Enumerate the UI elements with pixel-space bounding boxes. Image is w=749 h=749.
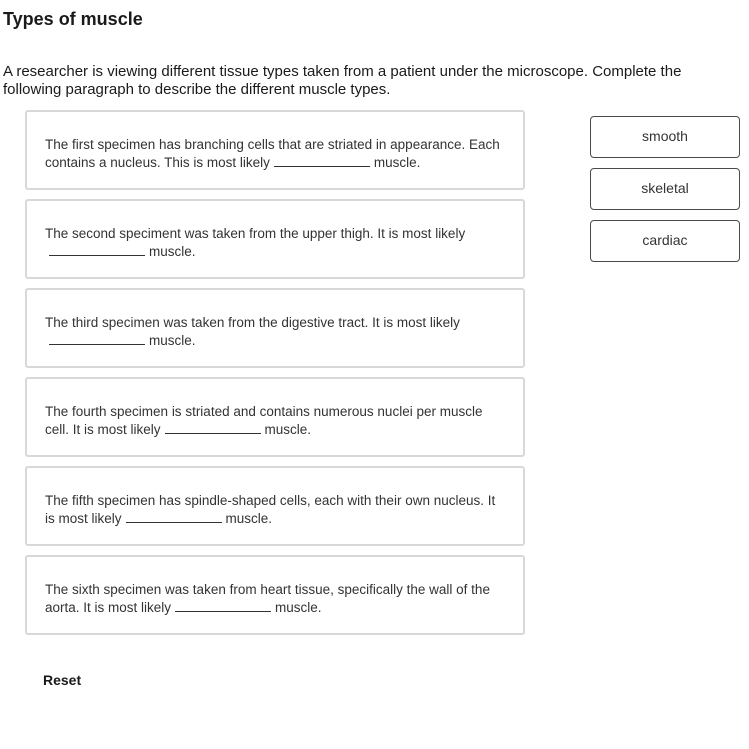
question-3-before: The third specimen was taken from the digestive tract. It is most likely	[45, 315, 460, 330]
answer-blank-2[interactable]	[49, 243, 145, 256]
question-6-after: muscle.	[275, 600, 322, 615]
question-text-4	[45, 403, 505, 439]
question-text-3	[45, 314, 505, 350]
question-5-after: muscle.	[225, 511, 273, 526]
question-3-after: muscle.	[149, 333, 196, 348]
question-card-6	[25, 555, 525, 635]
answer-blank-3[interactable]	[49, 332, 145, 345]
answer-blank-6[interactable]	[175, 599, 271, 612]
answer-blank-4[interactable]	[165, 421, 261, 434]
question-text-5	[45, 492, 505, 528]
choice-cardiac[interactable]: cardiac	[590, 220, 740, 262]
question-4-after: muscle.	[264, 422, 312, 437]
question-text-1	[45, 136, 505, 172]
choice-skeletal[interactable]: skeletal	[590, 168, 740, 210]
instructions-text: A researcher is viewing different tissue types taken from a patient under the microscope. Complete the following paragraph to describe the different muscle types.	[3, 63, 682, 98]
page-title: Types of muscle	[3, 9, 143, 29]
question-2-before: The second speciment was taken from the upper thigh. It is most likely	[45, 226, 466, 241]
question-card-4	[25, 377, 525, 457]
question-1-before: The first specimen has branching cells that are striated in appearance. Each contains a nucleus. This is most likely	[45, 137, 500, 170]
question-card-2	[25, 199, 525, 279]
question-card-3	[25, 288, 525, 368]
answer-blank-5[interactable]	[126, 510, 222, 523]
question-5-before: The fifth specimen has spindle-shaped cells, each with their own nucleus. It is most likely	[45, 493, 496, 526]
question-6-before: The sixth specimen was taken from heart tissue, specifically the wall of the aorta. It is most likely	[45, 582, 490, 615]
choice-smooth[interactable]: smooth	[590, 116, 740, 158]
question-card-5	[25, 466, 525, 546]
answer-blank-1[interactable]	[274, 154, 370, 167]
question-text-6	[45, 581, 505, 617]
question-4-before: The fourth specimen is striated and contains numerous nuclei per muscle cell. It is most likely	[45, 404, 483, 437]
question-1-after: muscle.	[373, 155, 421, 170]
question-text-2	[45, 225, 505, 261]
question-card-1	[25, 110, 525, 190]
reset-button[interactable]: Reset	[43, 672, 82, 688]
question-2-after: muscle.	[149, 244, 196, 259]
